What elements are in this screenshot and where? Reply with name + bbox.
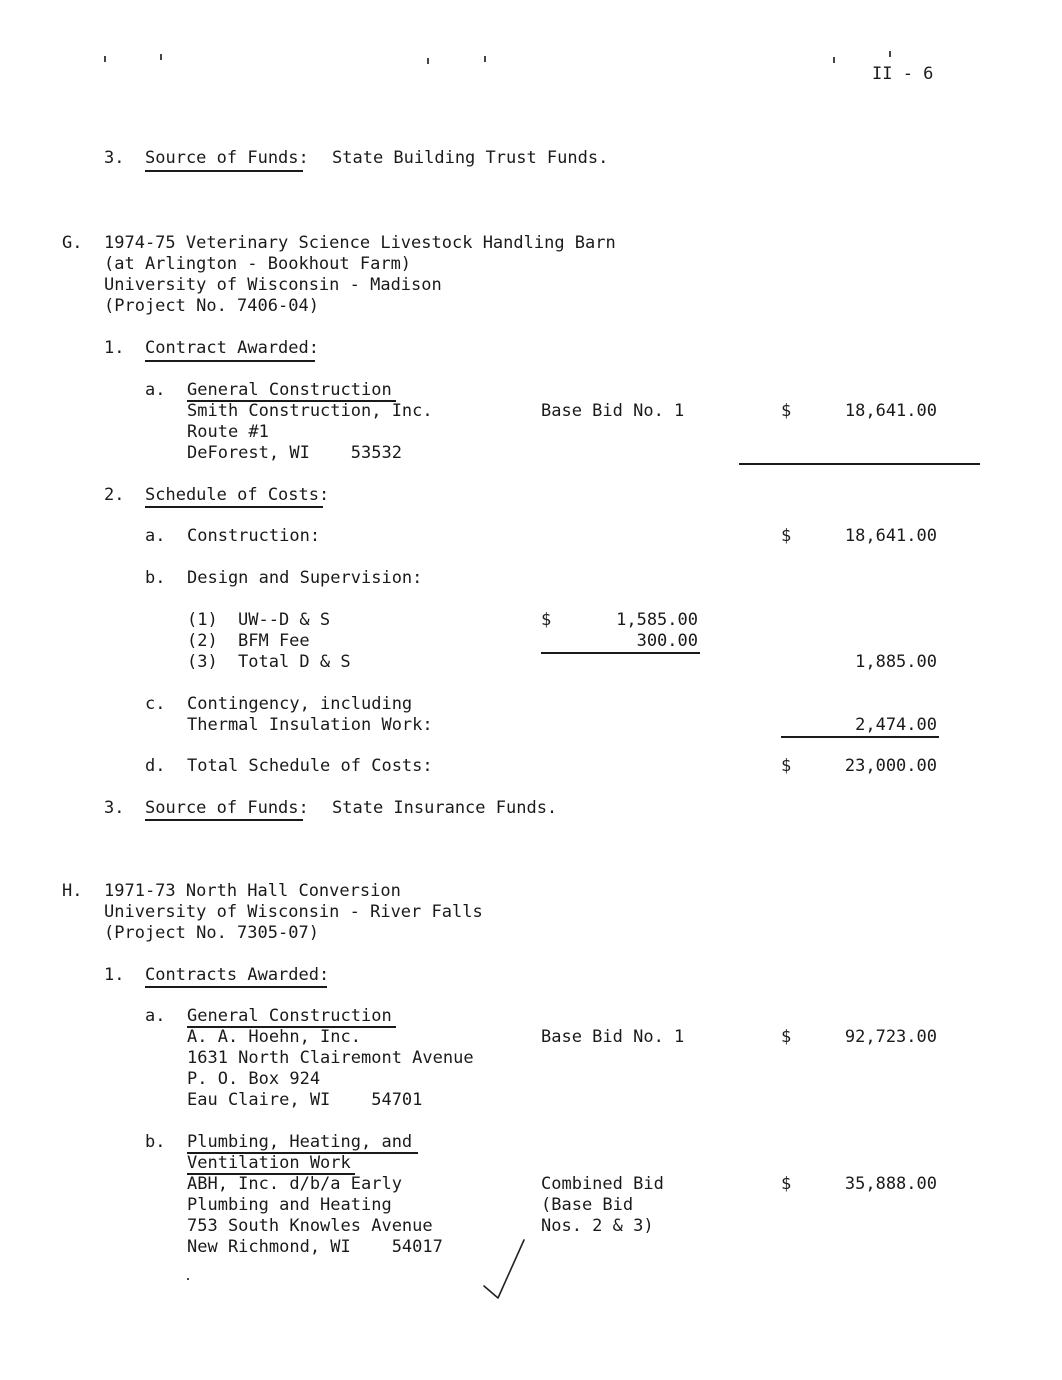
cost-b-sub-num: (2): [187, 631, 218, 651]
h-contractor-line: Eau Claire, WI 54701: [187, 1090, 423, 1110]
g-title-line: (Project No. 7406-04): [104, 296, 319, 316]
h-contract-a-bid: Base Bid No. 1: [541, 1027, 685, 1047]
g-contractor-line: DeForest, WI 53532: [187, 443, 402, 463]
cost-a-label: Construction:: [187, 526, 321, 546]
cost-b-sub-currency: $: [541, 610, 552, 630]
h-contractor-line: P. O. Box 924: [187, 1069, 321, 1089]
scan-mark: [187, 1278, 189, 1280]
h-contract-b-bid-line: Nos. 2 & 3): [541, 1216, 654, 1236]
cost-c-letter: c.: [145, 694, 166, 714]
g-item3-value: State Insurance Funds.: [332, 798, 558, 818]
g-item2-label: Schedule of Costs:: [145, 485, 330, 505]
g-contract-a-category: General Construction: [187, 380, 392, 400]
cost-b-sub-amount: 1,585.00: [616, 610, 698, 630]
h-contractor-line: ABH, Inc. d/b/a Early: [187, 1174, 402, 1194]
check-mark-icon: [478, 1236, 530, 1304]
scan-mark: [160, 54, 162, 60]
h-contract-b-letter: b.: [145, 1132, 166, 1152]
h-contractor-line: Plumbing and Heating: [187, 1195, 392, 1215]
underline: [145, 170, 303, 172]
underline: [145, 506, 323, 508]
cost-b-sub-label: Total D & S: [238, 652, 351, 672]
cost-d-amount: 23,000.00: [844, 756, 937, 776]
scan-mark: [889, 51, 891, 57]
cost-d-letter: d.: [145, 756, 166, 776]
g-title-line: University of Wisconsin - Madison: [104, 275, 442, 295]
scan-mark: [833, 57, 835, 63]
g-title-line: (at Arlington - Bookhout Farm): [104, 254, 412, 274]
g-contractor-line: Smith Construction, Inc.: [187, 401, 433, 421]
cost-a-currency: $: [781, 526, 792, 546]
g-contract-a-letter: a.: [145, 380, 166, 400]
f-item3-label: Source of Funds:: [145, 148, 309, 168]
g-item1-num: 1.: [104, 338, 125, 358]
g-contract-a-currency: $: [781, 401, 792, 421]
g-item3-label: Source of Funds:: [145, 798, 309, 818]
h-title-line: University of Wisconsin - River Falls: [104, 902, 483, 922]
h-contract-b-bid-line: (Base Bid: [541, 1195, 634, 1215]
cost-a-amount: 18,641.00: [844, 526, 937, 546]
h-contract-b-bid-line: Combined Bid: [541, 1174, 664, 1194]
cost-b-sub-label: UW--D & S: [238, 610, 331, 630]
h-title-line: 1971-73 North Hall Conversion: [104, 881, 401, 901]
cost-b-sub-label: BFM Fee: [238, 631, 310, 651]
g-item2-num: 2.: [104, 485, 125, 505]
divider-line: [541, 652, 700, 654]
cost-c-label-line: Thermal Insulation Work:: [187, 715, 433, 735]
underline: [145, 360, 315, 362]
g-contractor-line: Route #1: [187, 422, 269, 442]
underline: [145, 819, 303, 821]
h-contract-b-category-line: Ventilation Work: [187, 1153, 351, 1173]
g-contract-a-amount: 18,641.00: [844, 401, 937, 421]
cost-b-sub-num: (1): [187, 610, 218, 630]
underline: [145, 986, 327, 988]
h-item1-label: Contracts Awarded:: [145, 965, 330, 985]
g-title-line: 1974-75 Veterinary Science Livestock Handling Barn: [104, 233, 616, 253]
f-item3-num: 3.: [104, 148, 125, 168]
h-contract-b-currency: $: [781, 1174, 792, 1194]
cost-d-label: Total Schedule of Costs:: [187, 756, 433, 776]
h-contract-a-currency: $: [781, 1027, 792, 1047]
cost-c-label-line: Contingency, including: [187, 694, 413, 714]
g-letter: G.: [62, 233, 83, 253]
g-item1-label: Contract Awarded:: [145, 338, 319, 358]
cost-a-letter: a.: [145, 526, 166, 546]
h-letter: H.: [62, 881, 83, 901]
cost-b-total-amount: 1,885.00: [855, 652, 937, 672]
h-contract-b-category-line: Plumbing, Heating, and: [187, 1132, 413, 1152]
cost-b-letter: b.: [145, 568, 166, 588]
cost-b-sub-amount: 300.00: [636, 631, 698, 651]
scan-mark: [427, 58, 429, 64]
cost-b-sub-num: (3): [187, 652, 218, 672]
g-contract-a-bid: Base Bid No. 1: [541, 401, 685, 421]
f-item3-value: State Building Trust Funds.: [332, 148, 609, 168]
page-number: II - 6: [872, 64, 934, 84]
h-item1-num: 1.: [104, 965, 125, 985]
h-contract-b-amount: 35,888.00: [844, 1174, 937, 1194]
divider-line: [781, 736, 939, 738]
cost-c-amount: 2,474.00: [855, 715, 937, 735]
h-contract-a-category: General Construction: [187, 1006, 392, 1026]
scan-mark: [104, 56, 106, 62]
h-contract-a-letter: a.: [145, 1006, 166, 1026]
scan-mark: [484, 56, 486, 62]
h-title-line: (Project No. 7305-07): [104, 923, 319, 943]
divider-line: [739, 463, 980, 465]
h-contract-a-amount: 92,723.00: [844, 1027, 937, 1047]
h-contractor-line: A. A. Hoehn, Inc.: [187, 1027, 361, 1047]
h-contractor-line: 753 South Knowles Avenue: [187, 1216, 433, 1236]
cost-b-label: Design and Supervision:: [187, 568, 423, 588]
g-item3-num: 3.: [104, 798, 125, 818]
h-contractor-line: 1631 North Clairemont Avenue: [187, 1048, 474, 1068]
h-contractor-line: New Richmond, WI 54017: [187, 1237, 443, 1257]
cost-d-currency: $: [781, 756, 792, 776]
